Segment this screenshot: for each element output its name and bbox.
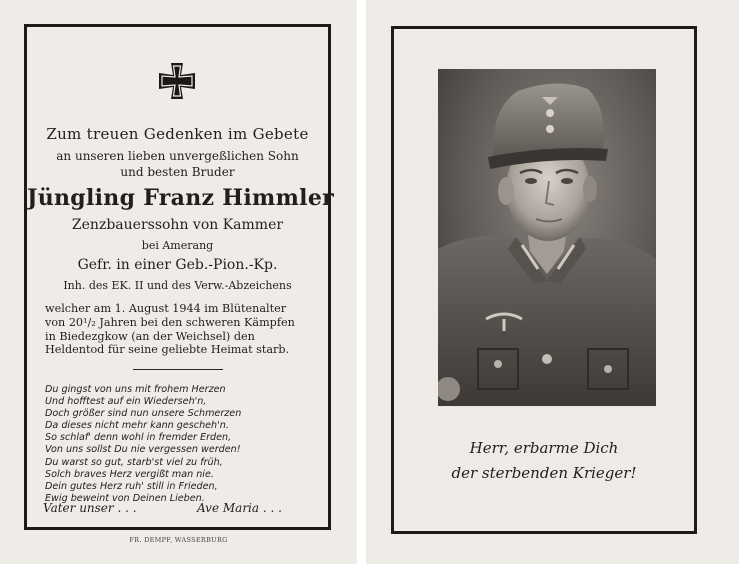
poem-line: Und hofftest auf ein Wiederseh'n,	[45, 396, 207, 408]
poem-line: Von uns sollst Du nie vergessen werden!	[45, 444, 241, 456]
dedication-line-1: an unseren lieben unvergeßlichen Sohn	[56, 149, 299, 163]
poem-line: Ewig beweint von Deinen Lieben.	[45, 492, 205, 504]
soldier-portrait-photo	[438, 69, 656, 406]
memorial-heading: Zum treuen Gedenken im Gebete	[46, 125, 309, 143]
prayer-ave-maria: Ave Maria . . .	[197, 501, 282, 515]
poem-line: Solch braves Herz vergißt man nie.	[45, 468, 214, 480]
caption-line-2: der sterbenden Krieger!	[451, 464, 637, 482]
poem-line: Doch größer sind nun unsere Schmerzen	[45, 408, 242, 420]
poem-line: Du warst so gut, starb'st viel zu früh,	[45, 456, 223, 468]
memorial-poem	[45, 384, 315, 505]
right-card-border	[391, 26, 697, 534]
dedication-line-2: und besten Bruder	[120, 165, 235, 179]
poem-line: Du gingst von uns mit frohem Herzen	[45, 384, 226, 395]
left-card	[0, 0, 357, 564]
deceased-name: Jüngling Franz Himmler	[27, 185, 335, 211]
caption-line-1: Herr, erbarme Dich	[469, 439, 619, 457]
origin-line: Zenzbauerssohn von Kammer	[71, 217, 284, 233]
rank-line: Gefr. in einer Geb.-Pion.-Kp.	[77, 257, 278, 273]
notice-line: in Biedezgkow (an der Weichsel) den	[45, 329, 255, 343]
prayer-our-father: Vater unser . . .	[43, 501, 137, 515]
poem-line: Dein gutes Herz ruh' still in Frieden,	[45, 480, 218, 492]
iron-cross-icon	[157, 61, 197, 101]
left-card-border	[24, 24, 335, 530]
right-card	[366, 0, 739, 564]
death-notice-text	[45, 302, 311, 357]
place-line: bei Amerang	[141, 239, 214, 252]
poem-line: So schlaf' denn wohl in fremder Erden,	[45, 432, 232, 444]
notice-line: von 20¹/₂ Jahren bei den schweren Kämpfen	[45, 315, 295, 329]
poem-line: Da dieses nicht mehr kann gescheh'n.	[45, 420, 229, 432]
notice-line: welcher am 1. August 1944 im Blütenalter	[45, 302, 287, 315]
printer-imprint: FR. DEMPF, WASSERBURG	[129, 536, 228, 544]
notice-line: Heldentod für seine geliebte Heimat starb.	[45, 343, 290, 357]
award-line: Inh. des EK. II und des Verw.-Abzeichens	[63, 279, 292, 292]
divider-rule	[133, 369, 223, 370]
